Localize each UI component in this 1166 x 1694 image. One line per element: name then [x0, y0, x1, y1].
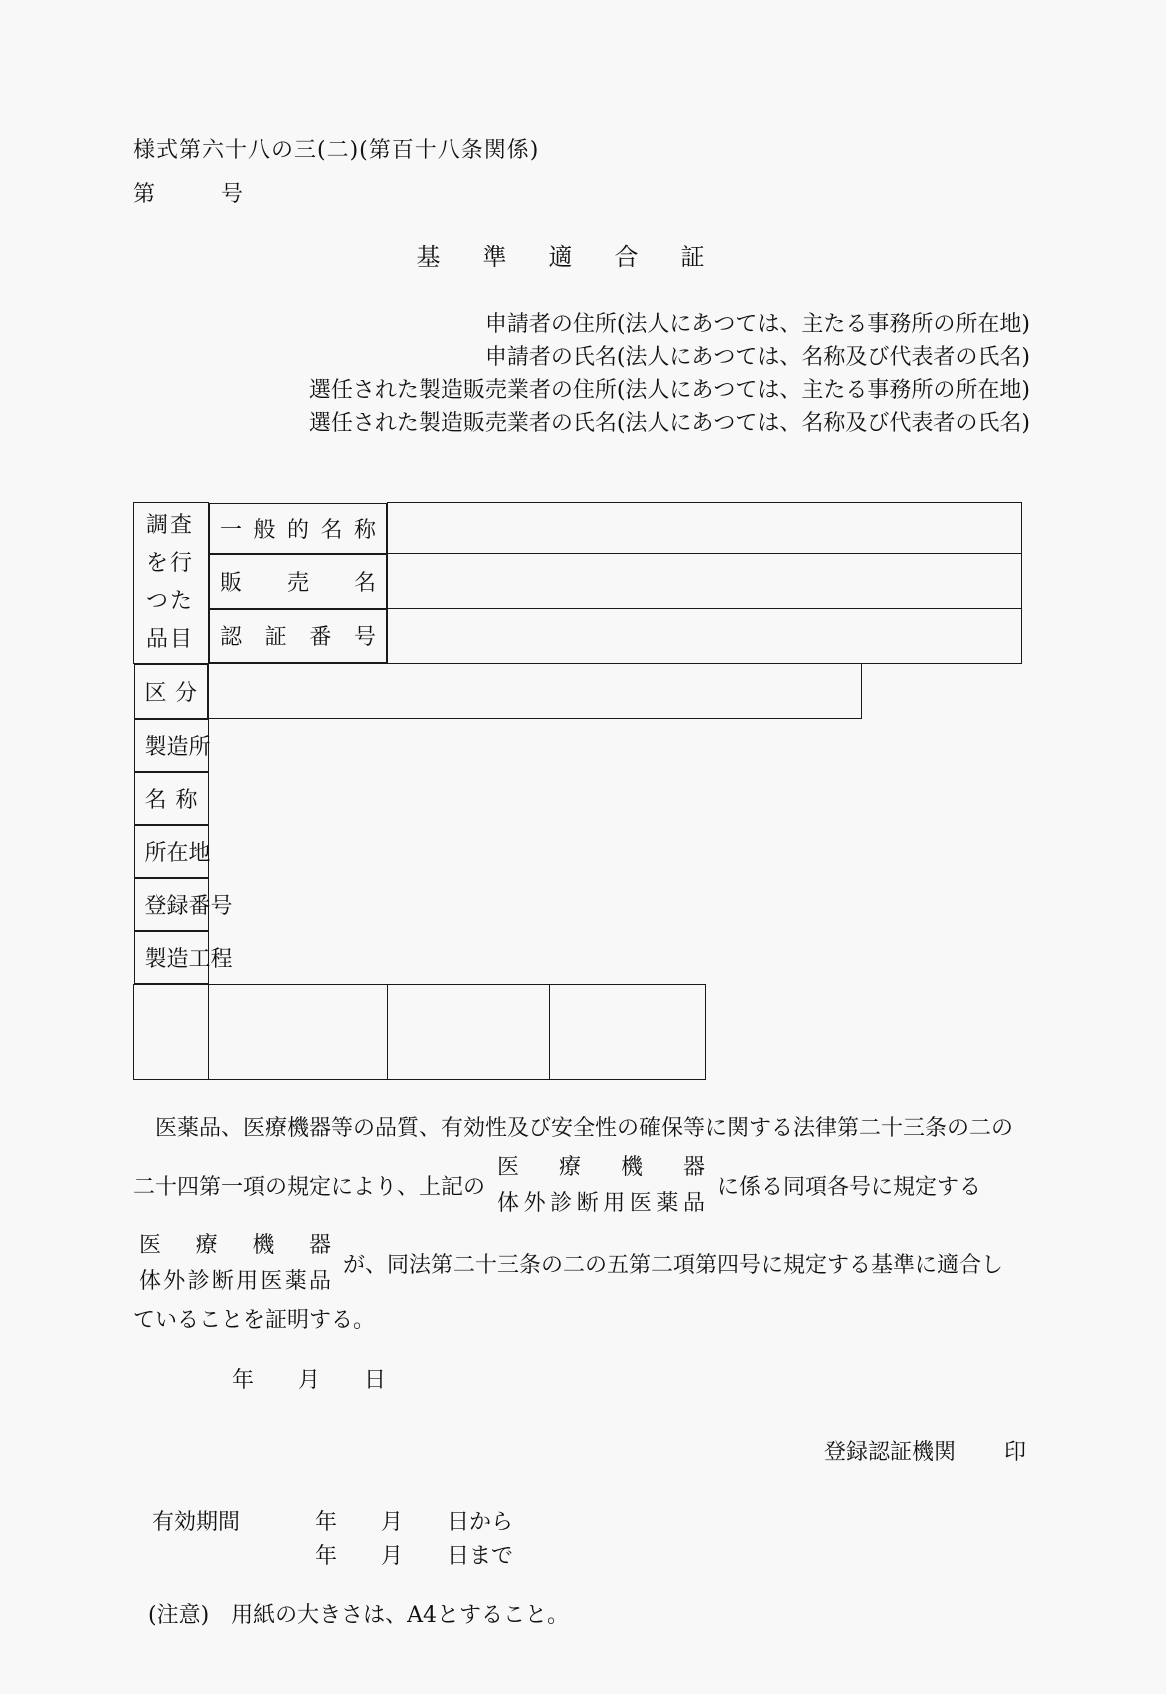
- paragraph-line-4: ていることを証明する。: [133, 1307, 376, 1333]
- notice-line: (注意) 用紙の大きさは、A4とすること。: [148, 1602, 570, 1628]
- category-label: 区 分: [134, 664, 209, 719]
- document-title: 基準適合証: [416, 243, 747, 271]
- certifier-name: 登録認証機関: [823, 1439, 956, 1465]
- validity-to-line: [133, 1540, 1030, 1574]
- certifier-line: [133, 1438, 1030, 1468]
- seal-mark: 印: [1003, 1439, 1026, 1465]
- factory-registration-header: 登 録 番 号: [134, 878, 209, 931]
- validity-from-date: 年 月 日から: [315, 1509, 514, 1535]
- cert-number-value-cell: [388, 609, 1022, 664]
- surveyed-items-label-cell: [134, 503, 209, 664]
- factory-location-header: 所 在 地: [134, 825, 209, 878]
- paragraph-line-1: 医薬品、医療機器等の品質、有効性及び安全性の確保等に関する法律第二十三条の二の: [155, 1115, 1014, 1141]
- product-type-ivd: 体 外 診 断 用 医 薬 品: [497, 1190, 705, 1216]
- issue-date-line: 年 月 日: [232, 1367, 387, 1393]
- validity-label: 有効期間: [152, 1509, 241, 1535]
- factory-process-header: 製 造 工 程: [134, 931, 209, 984]
- factory-name-header: 名 称: [134, 772, 209, 825]
- paragraph-line-3-post: が、同法第二十三条の二の五第二項第四号に規定する基準に適合し: [343, 1253, 1004, 1278]
- validity-from-line: [133, 1506, 1030, 1540]
- validity-to-date: 年 月 日まで: [315, 1543, 514, 1569]
- paragraph-line-2-pre: 二十四第一項の規定により、上記の: [133, 1175, 486, 1200]
- product-type-device: 医 療 機 器: [139, 1232, 331, 1258]
- product-type-stack: [139, 1228, 331, 1300]
- generic-name-value-cell: [388, 503, 1022, 554]
- applicant-line: 選任された製造販売業者の住所(法人にあつては、主たる事務所の所在地): [308, 378, 1030, 403]
- paragraph-line-2: [133, 1150, 1030, 1222]
- certification-paragraph: [133, 1114, 1030, 1336]
- applicant-line: 選任された製造販売業者の氏名(法人にあつては、名称及び代表者の氏名): [308, 411, 1030, 436]
- validity-section: [133, 1506, 1030, 1574]
- applicant-line: 申請者の住所(法人にあつては、主たる事務所の所在地): [484, 312, 1030, 337]
- factory-location-value-cell: [209, 984, 388, 1079]
- survey-table: [133, 502, 1022, 1080]
- product-type-device: 医 療 機 器: [497, 1154, 705, 1180]
- generic-name-label: 一 般 的 名 称: [209, 503, 387, 554]
- applicant-line: 申請者の氏名(法人にあつては、名称及び代表者の氏名): [484, 345, 1030, 370]
- form-code-line: 様式第六十八の三(二)(第百十八条関係): [133, 138, 540, 163]
- factory-label: 製 造 所: [134, 719, 209, 772]
- document-number-line: 第 号: [133, 182, 244, 207]
- category-value-cell: [209, 663, 862, 719]
- product-type-ivd: 体 外 診 断 用 医 薬 品: [139, 1268, 331, 1294]
- paragraph-line-3: [133, 1228, 1030, 1300]
- cert-number-label: 認 証 番 号: [209, 609, 387, 663]
- applicant-block: [133, 308, 1030, 440]
- factory-registration-value-cell: [388, 984, 550, 1079]
- sales-name-label: 販 売 名: [209, 554, 387, 609]
- sales-name-value-cell: [388, 554, 1022, 609]
- validity-label-spacer: [133, 1540, 315, 1574]
- factory-process-value-cell: [550, 984, 706, 1079]
- paragraph-line-2-post: に係る同項各号に規定する: [717, 1175, 982, 1200]
- surveyed-items-label: 調査を行つた品目: [146, 512, 195, 652]
- product-type-stack: [497, 1150, 705, 1222]
- factory-name-value-cell: [134, 984, 209, 1079]
